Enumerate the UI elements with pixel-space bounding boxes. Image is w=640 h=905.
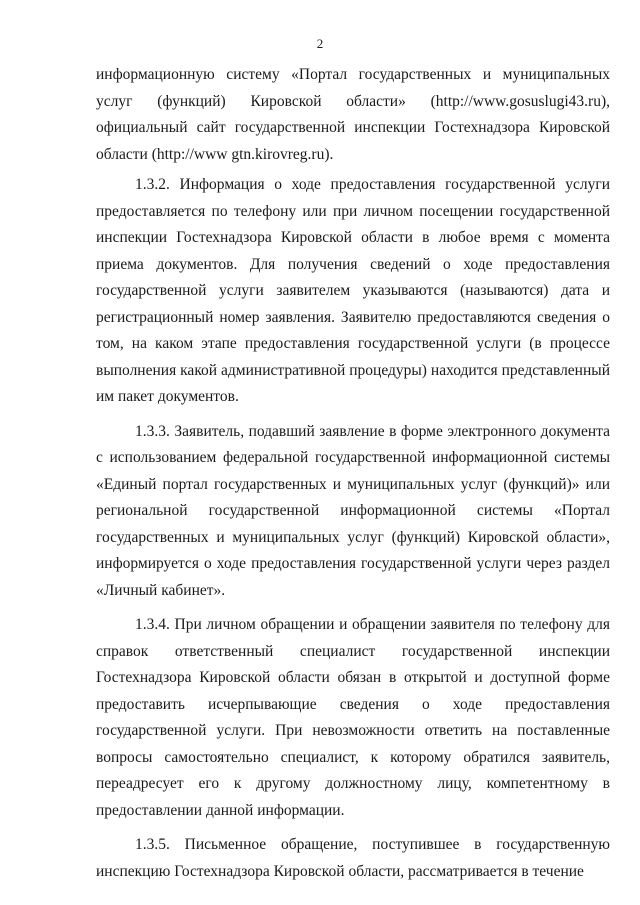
document-body bbox=[96, 62, 610, 889]
paragraph-continuation: информационную систему «Портал государственных и муниципальных услуг (функций) Кировской области» (http://www.gosuslugi43.ru), официальный сайт государственной инспекции Гостехнадзора Кировской области (http://www gtn.kirovreg.ru). bbox=[96, 66, 610, 163]
paragraph-1-3-5: 1.3.5. Письменное обращение, поступившее в государственную инспекцию Гостехнадзора Кировской области, рассматривается в течение bbox=[96, 836, 610, 880]
paragraph-1-3-4: 1.3.4. При личном обращении и обращении заявителя по телефону для справок ответственный специалист государственной инспекции Гостехнадзора Кировской области обязан в открытой и доступной форме предоставить исчерпывающие сведения о ходе предоставления государственной услуги. При невозможности ответить на поставленные вопросы самостоятельно специалист, к которому обратился заявитель, переадресует его к другому должностному лицу, компетентному в предоставлении данной информации. bbox=[96, 616, 610, 819]
paragraph-1-3-3: 1.3.3. Заявитель, подавший заявление в форме электронного документа с использованием федеральной государственной информационной системы «Единый портал государственных и муниципальных услуг (функций)» или региональной государственной информационной системы «Портал государственных и муниципальных услуг (функций) Кировской области», информируется о ходе предоставления государственной услуги через раздел «Личный кабинет». bbox=[96, 422, 610, 599]
page-number: 2 bbox=[316, 36, 324, 51]
paragraph-1-3-2: 1.3.2. Информация о ходе предоставления государственной услуги предоставляется по телефону или при личном посещении государственной инспекции Гостехнадзора Кировской области в любое время с момента приема документов. Для получения сведений о ходе предоставления государственной услуги заявителем указываются (называются) дата и регистрационный номер заявления. Заявителю предоставляются сведения о том, на каком этапе предоставления государственной услуги (в процессе выполнения какой административной процедуры) находится представленный им пакет документов. bbox=[96, 176, 610, 405]
